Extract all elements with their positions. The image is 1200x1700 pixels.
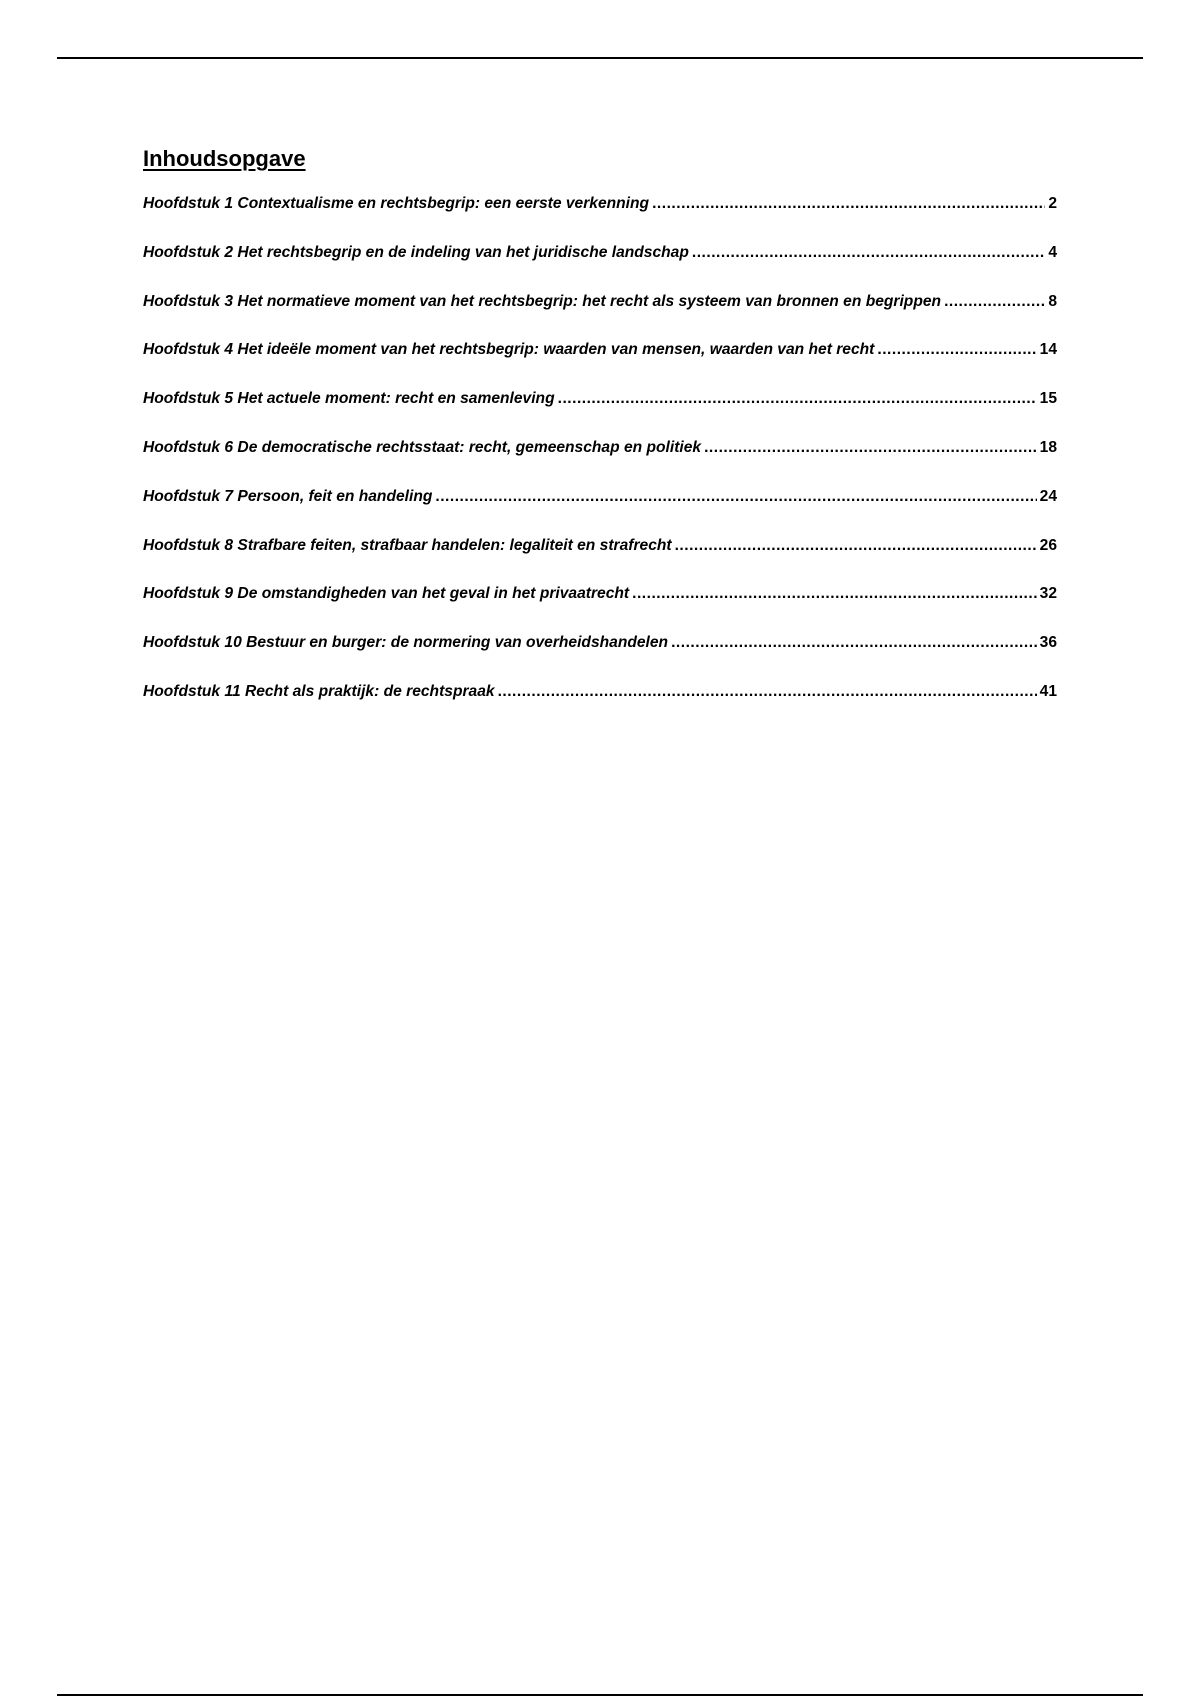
toc-entry-label[interactable]: Hoofdstuk 3 Het normatieve moment van het rechtsbegrip: het recht als systeem van bronnen en begrippen	[143, 292, 942, 310]
toc-entry-9[interactable]	[143, 585, 1057, 634]
toc-entry-2[interactable]	[143, 244, 1057, 293]
toc-dot-leader	[944, 293, 1045, 311]
toc-entry-label[interactable]: Hoofdstuk 6 De democratische rechtsstaat: recht, gemeenschap en politiek	[143, 438, 702, 456]
toc-dot-leader	[704, 439, 1037, 457]
toc-entry-label[interactable]: Hoofdstuk 2 Het rechtsbegrip en de indeling van het juridische landschap	[143, 243, 689, 261]
toc-entry-page[interactable]: 15	[1039, 390, 1057, 408]
toc-entry-label[interactable]: Hoofdstuk 8 Strafbare feiten, strafbaar handelen: legaliteit en strafrecht	[143, 536, 672, 554]
toc-dot-leader	[652, 195, 1045, 213]
toc-entry-page[interactable]: 14	[1039, 341, 1057, 359]
toc-entry-label[interactable]: Hoofdstuk 1 Contextualisme en rechtsbegrip: een eerste verkenning	[143, 195, 650, 212]
toc-entry-4[interactable]	[143, 341, 1057, 390]
toc-entry-label[interactable]: Hoofdstuk 9 De omstandigheden van het geval in het privaatrecht	[143, 585, 630, 603]
toc-dot-leader	[435, 488, 1036, 506]
toc-dot-leader	[671, 634, 1037, 652]
toc-dot-leader	[692, 244, 1045, 262]
toc-dot-leader	[632, 585, 1037, 603]
toc-entry-7[interactable]	[143, 488, 1057, 537]
toc-entry-6[interactable]	[143, 439, 1057, 488]
toc-entry-11[interactable]	[143, 683, 1057, 732]
toc-entry-page[interactable]: 18	[1039, 438, 1057, 456]
toc-entry-label[interactable]: Hoofdstuk 7 Persoon, feit en handeling	[143, 487, 433, 505]
toc-entry-page[interactable]: 8	[1048, 292, 1057, 310]
toc-entry-page[interactable]: 32	[1039, 585, 1057, 603]
footer-rule	[57, 1694, 1143, 1696]
toc-title: Inhoudsopgave	[143, 146, 306, 171]
toc-list	[143, 195, 1057, 732]
toc-dot-leader	[498, 683, 1037, 701]
toc-entry-page[interactable]: 41	[1039, 682, 1057, 700]
toc-entry-page[interactable]: 26	[1039, 536, 1057, 554]
toc-entry-8[interactable]	[143, 537, 1057, 586]
toc-entry-1[interactable]	[143, 195, 1057, 244]
toc-dot-leader	[675, 537, 1037, 555]
toc-entry-page[interactable]: 4	[1048, 243, 1057, 261]
toc-entry-label[interactable]: Hoofdstuk 4 Het ideële moment van het rechtsbegrip: waarden van mensen, waarden van het recht	[143, 341, 875, 359]
toc-entry-page[interactable]: 2	[1048, 195, 1057, 212]
toc-entry-label[interactable]: Hoofdstuk 11 Recht als praktijk: de rechtspraak	[143, 682, 495, 700]
toc-entry-10[interactable]	[143, 634, 1057, 683]
toc-entry-label[interactable]: Hoofdstuk 10 Bestuur en burger: de normering van overheidshandelen	[143, 634, 669, 652]
toc-entry-page[interactable]: 36	[1039, 634, 1057, 652]
header-rule	[57, 57, 1143, 59]
toc-entry-page[interactable]: 24	[1039, 487, 1057, 505]
toc-entry-label[interactable]: Hoofdstuk 5 Het actuele moment: recht en samenleving	[143, 390, 555, 408]
toc-dot-leader	[558, 390, 1037, 408]
toc-entry-3[interactable]	[143, 293, 1057, 342]
toc-entry-5[interactable]	[143, 390, 1057, 439]
toc-dot-leader	[877, 341, 1036, 359]
table-of-contents	[143, 142, 1057, 732]
